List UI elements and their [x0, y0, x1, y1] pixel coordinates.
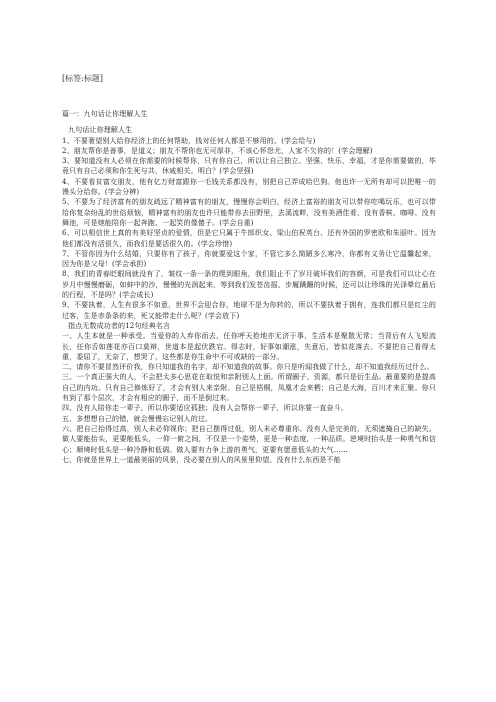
article-heading: 篇一：九句话让你理解人生 [62, 110, 148, 118]
paragraph: 9、不要执着，人生有很多不如意，世界不会迎合你，地球不是为你转的，所以不要执着于拥有，连我们都只是红尘的过客，生是赤条条的来，死又能带走什么呢？(学会放下) [62, 301, 436, 320]
paragraph: 一、人生本就是一种承受。当爱你的人弃你而去，任你呼天抢地亦无济于事，生活本是聚散无常；当背后有人飞短流长，任你舌如莲花亦百口莫辩，世道本是起伏跌宕。得志时，好事如潮涨，失意后，皆似花落去。不要把自己看得太重，委屈了，无奈了，想哭了，这些都是你生命中不可或缺的一部分。 [62, 332, 436, 361]
paragraph: 5、不要为了经济富有的朋友疏远了精神富有的朋友，慢慢你会明白，经济上富裕的朋友可以带你吃喝玩乐，也可以带给你复杂纷乱的世俗烦恼，精神富有的朋友也许只能带你去田野里，去溪流畔，没有美酒佳肴，没有香槟、咖啡、没有舞池，可是她能陪你一起奔跑、一起笑的像傻子。(学会自重) [62, 198, 436, 227]
paragraph: 四、没有人陪你走一辈子，所以你要适应孤独；没有人会帮你一辈子，所以你要一直奋斗。 [62, 404, 348, 413]
paragraph: 六、把自己抬得过高，别人未必仰视你；把自己摆得过低，别人未必尊重你。没有人是完美的，无须遮掩自己的缺失。做人要能抬头，更要能低头，一仰一俯之间，不仅是一个姿势，更是一种态度，一种品质。逆境时抬头是一种勇气和信心；顺境时低头是一种冷静和低调。做人要有力争上游的勇气，更要有愿意低头的大气…… [62, 424, 436, 454]
paragraph: 二、请你不要冒然评价我，你只知道我的名字，却不知道我的故事。你只是听闻我做了什么，却不知道我经历过什么。 [62, 363, 434, 372]
paragraph: 6、可以相信世上真的有美好坚贞的爱情，但是它只属于牛郎织女、梁山伯祝英台、还有外国的罗密欧和朱丽叶。因为他们都没有活很久，而我们是要活很久的。(学会珍惜) [62, 229, 436, 248]
section-title: 九句话让你理解人生 [68, 126, 133, 135]
paragraph: 3、要知道没有人必须在你需要的时候帮你，只有你自己，所以让自己独立、坚强、快乐、幸福，才是你需要做的，毕竟只有自己必须和你生死与共，休戚相关。明白？(学会坚强) [62, 157, 436, 176]
paragraph: 七、你就是世界上一道最美丽的风景，没必要在别人的风景里仰望。没有什么东西是不能 [62, 455, 341, 464]
paragraph: 三、一个真正强大的人，不会把太多心思花在取悦和亲附别人上面。所谓圈子、资源，都只是衍生品。最重要的是提高自己的内功。只有自己修炼好了，才会有别人来亲附。自己是梧桐，凤凰才会来栖；自己是大海，百川才来汇聚。你只有到了那个层次，才会有相应的圈子，而不是倒过来。 [62, 373, 436, 403]
paragraph: 1、不要奢望别人给你经济上的任何帮助，钱对任何人都是不够用的。(学会给与) [62, 136, 316, 145]
paragraph: 7、不管你因为什么结婚，只要你有了孩子，你就要爱这个家，不管它多么简陋多么寒冷，你都有义务让它温馨起来，因为你是父母！(学会承担) [62, 249, 436, 269]
tag-line: [标签:标题] [62, 74, 103, 83]
paragraph: 五、多想想自己的错，就会慢慢忘记别人的过。 [62, 414, 213, 423]
section-title: 指点无数成功者的12句经典名言 [68, 321, 171, 330]
paragraph: 4、不要看贫富交朋友，他有亿万财富跟你一毛钱关系都没有，别把自己弄成哈巴狗。他也许一无所有却可以把唯一的馒头分给你。(学会分辨) [62, 177, 436, 197]
document-body [62, 109, 436, 465]
paragraph: 8、我们的青春眨眼间就没有了，皱纹一条一条的爬到眼角，我们阻止不了岁月破坏我们的容颜，可是我们可以让心在岁月中慢慢磨砺，如蚌中的沙，慢慢的光润起来，等到我们发苍齿摇、步履蹒跚的时候，还可以让珍珠的光泽晕红最后的行程，不是吗？(学会成长) [62, 270, 436, 300]
paragraph: 2、朋友帮你是善事，是道义；朋友不帮你也无可厚非，不该心怀怨尤，人家不欠你的！(学会理解) [62, 146, 373, 155]
